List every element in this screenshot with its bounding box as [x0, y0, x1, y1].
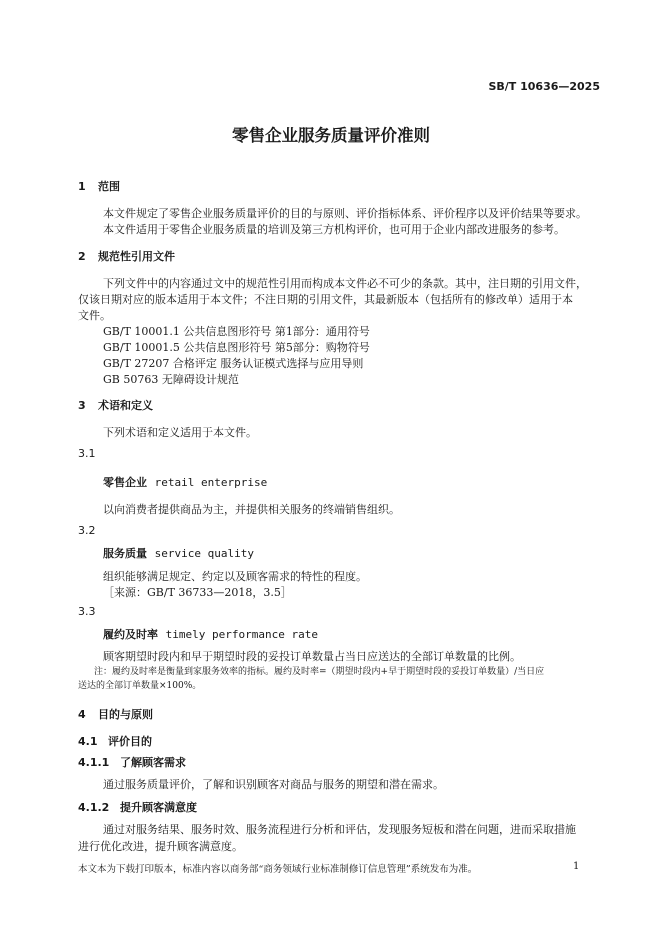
term-3-2-definition: 组织能够满足规定、约定以及顾客需求的特性的程度。: [103, 570, 367, 583]
reference-item: GB 50763 无障碍设计规范: [103, 373, 239, 386]
section-4-1-heading: 4.1 评价目的: [78, 735, 152, 748]
section-1-heading: 1 范围: [78, 180, 120, 193]
reference-item: GB/T 27207 合格评定 服务认证模式选择与应用导则: [103, 357, 364, 370]
section-3-intro: 下列术语和定义适用于本文件。: [103, 426, 257, 439]
term-3-2-source: ［来源：GB/T 36733—2018，3.5］: [103, 586, 292, 599]
term-3-1-definition: 以向消费者提供商品为主，并提供相关服务的终端销售组织。: [103, 503, 400, 516]
document-number: SB/T 10636—2025: [488, 80, 600, 93]
section-1-paragraph-2: 本文件适用于零售企业服务质量的培训及第三方机构评价，也可用于企业内部改进服务的参考。: [103, 223, 565, 236]
term-3-1-number: 3.1: [78, 447, 96, 460]
reference-item: GB/T 10001.1 公共信息图形符号 第1部分：通用符号: [103, 325, 370, 338]
section-2-paragraph-line-2: 仅该日期对应的版本适用于本文件；不注日期的引用文件，其最新版本（包括所有的修改单）适用于本: [78, 293, 573, 306]
term-3-2-number: 3.2: [78, 524, 96, 537]
section-4-heading: 4 目的与原则: [78, 708, 153, 721]
term-3-1-title: 零售企业 retail enterprise: [103, 476, 268, 489]
section-4-1-2-paragraph-line-1: 通过对服务结果、服务时效、服务流程进行分析和评估，发现服务短板和潜在问题，进而采取措施: [103, 823, 576, 836]
term-3-3-title: 履约及时率 timely performance rate: [103, 628, 318, 641]
section-4-1-2-paragraph-line-2: 进行优化改进，提升顾客满意度。: [78, 840, 243, 853]
term-3-2-title: 服务质量 service quality: [103, 547, 255, 560]
section-3-heading: 3 术语和定义: [78, 399, 153, 412]
section-2-paragraph-line-1: 下列文件中的内容通过文中的规范性引用而构成本文件必不可少的条款。其中，注日期的引用文件，: [103, 277, 587, 290]
term-3-3-definition: 顾客期望时段内和早于期望时段的妥投订单数量占当日应送达的全部订单数量的比例。: [103, 650, 521, 663]
term-3-3-note-line-2: 送达的全部订单数量×100%。: [78, 681, 202, 691]
term-3-3-number: 3.3: [78, 605, 96, 618]
section-2-heading: 2 规范性引用文件: [78, 250, 175, 263]
reference-item: GB/T 10001.5 公共信息图形符号 第5部分：购物符号: [103, 341, 370, 354]
section-4-1-1-paragraph: 通过服务质量评价，了解和识别顾客对商品与服务的期望和潜在需求。: [103, 778, 444, 791]
section-1-paragraph-1: 本文件规定了零售企业服务质量评价的目的与原则、评价指标体系、评价程序以及评价结果等要求。: [103, 207, 587, 220]
page-number: 1: [573, 861, 580, 872]
section-4-1-2-heading: 4.1.2 提升顾客满意度: [78, 801, 197, 814]
term-3-3-note-line-1: 注：履约及时率是衡量到家服务效率的指标。履约及时率=（期望时段内+早于期望时段的妥投订单数量）/当日应: [94, 667, 545, 677]
section-4-1-1-heading: 4.1.1 了解顾客需求: [78, 756, 186, 769]
document-title: 零售企业服务质量评价准则: [232, 126, 430, 145]
footer-notice: 本文本为下载打印版本，标准内容以商务部“商务领域行业标准制修订信息管理”系统发布为准。: [78, 864, 478, 875]
section-2-paragraph-line-3: 文件。: [78, 309, 111, 322]
